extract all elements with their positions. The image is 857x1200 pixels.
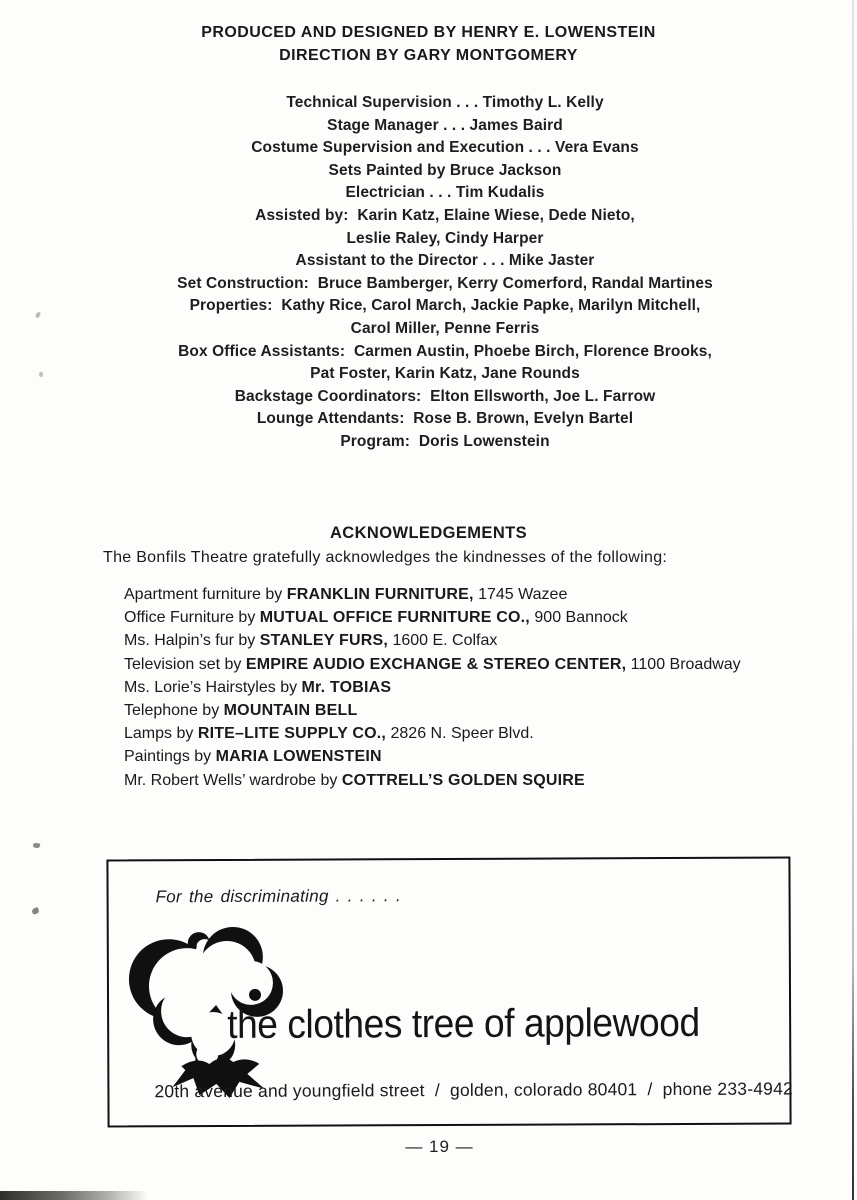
acknowledgement-item: Television set by EMPIRE AUDIO EXCHANGE & STEREO CENTER, 1100 Broadway [124,655,741,673]
scan-speck-artifact [38,372,43,378]
credit-line: Sets Painted by Bruce Jackson [328,161,562,179]
scan-speck-artifact [31,907,40,915]
credits-list [45,92,845,454]
acknowledgement-item: Ms. Halpin’s fur by STANLEY FURS, 1600 E. Colfax [124,632,498,650]
credit-line: Assisted by: Karin Katz, Elaine Wiese, Dede Nieto, [255,206,635,224]
credit-line: Set Construction: Bruce Bamberger, Kerry Comerford, Randal Martines [177,274,713,292]
credit-line: Carol Miller, Penne Ferris [350,319,540,337]
acknowledgement-item: Telephone by MOUNTAIN BELL [124,702,358,720]
acknowledgement-item: Lamps by RITE–LITE SUPPLY CO., 2826 N. Speer Blvd. [124,725,534,743]
scan-edge-artifact [852,0,854,1200]
credit-line: Lounge Attendants: Rose B. Brown, Evelyn Bartel [256,410,634,428]
page-number: — 19 — [405,1137,474,1156]
acknowledgement-item: Paintings by MARIA LOWENSTEIN [124,748,382,766]
credit-line: Pat Foster, Karin Katz, Jane Rounds [310,365,580,383]
direction-by-line: DIRECTION BY GARY MONTGOMERY [279,47,578,64]
credit-line: Properties: Kathy Rice, Carol March, Jackie Papke, Marilyn Mitchell, [189,297,701,315]
ad-business-name: the clothes tree of applewood [227,1000,700,1047]
credit-line: Leslie Raley, Cindy Harper [346,229,544,247]
acknowledgement-item: Apartment furniture by FRANKLIN FURNITURE, 1745 Wazee [124,586,568,603]
scan-smudge-artifact [0,1191,185,1200]
scan-speck-artifact [33,842,41,848]
credit-line: Assistant to the Director . . . Mike Jaster [295,252,595,270]
produced-by-line: PRODUCED AND DESIGNED BY HENRY E. LOWENSTEIN [201,24,656,41]
credit-line: Backstage Coordinators: Elton Ellsworth, Joe L. Farrow [234,387,656,405]
acknowledgement-item: Mr. Robert Wells’ wardrobe by COTTRELL’S GOLDEN SQUIRE [124,771,585,789]
credit-line: Electrician . . . Tim Kudalis [345,184,545,202]
ad-address: 20th avenue and youngfield street / golden, colorado 80401 / phone 233-4942 [154,1078,793,1102]
credit-line: Costume Supervision and Execution . . . Vera Evans [251,139,639,157]
acknowledgements-list [124,583,824,792]
credit-line: Stage Manager . . . James Baird [327,116,563,134]
scan-speck-artifact [35,311,41,318]
acknowledgement-item: Office Furniture by MUTUAL OFFICE FURNITURE CO., 900 Bannock [124,609,628,627]
credit-line: Box Office Assistants: Carmen Austin, Phoebe Birch, Florence Brooks, [178,342,712,360]
acknowledgements-intro: The Bonfils Theatre gratefully acknowledges the kindnesses of the following: [103,549,668,566]
acknowledgement-item: Ms. Lorie’s Hairstyles by Mr. TOBIAS [124,678,392,696]
acknowledgements-heading: ACKNOWLEDGEMENTS [329,524,528,542]
advertisement-box [106,857,791,1128]
producer-header [0,21,857,67]
credit-line: Program: Doris Lowenstein [340,432,550,450]
credit-line: Technical Supervision . . . Timothy L. Kelly [286,94,604,111]
ad-tagline: For the discriminating . . . . . . [155,886,402,907]
